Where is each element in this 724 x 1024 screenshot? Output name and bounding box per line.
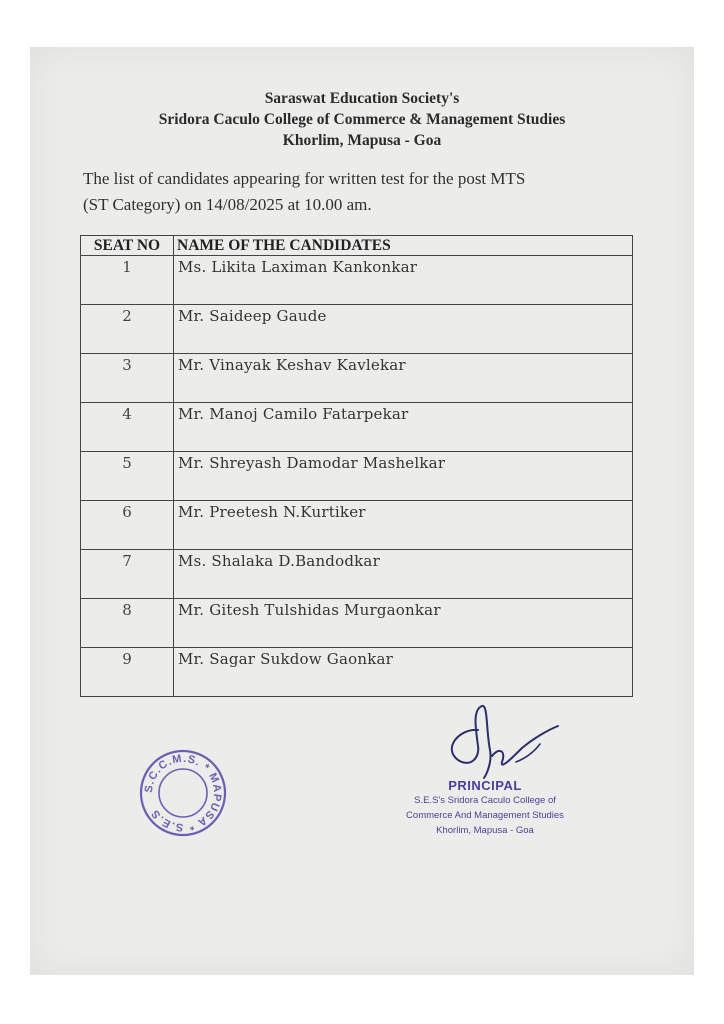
svg-text:S.C.C.M.S. * MAPUSA * S.E.S — [143, 753, 223, 834]
seat-no-header: SEAT NO — [81, 236, 174, 256]
society-name: Saraswat Education Society's — [264, 90, 460, 107]
candidate-name: Mr. Shreyash Damodar Mashelkar — [174, 452, 633, 501]
candidates-table — [80, 235, 633, 697]
college-location: Khorlim, Mapusa - Goa — [282, 132, 442, 149]
candidate-name: Mr. Sagar Sukdow Gaonkar — [174, 648, 633, 697]
seat-number: 3 — [81, 354, 174, 403]
seat-number: 2 — [81, 305, 174, 354]
candidate-name: Mr. Vinayak Keshav Kavlekar — [174, 354, 633, 403]
stamp-line-3: Khorlim, Mapusa - Goa — [436, 825, 534, 836]
candidate-name-header: NAME OF THE CANDIDATES — [174, 236, 633, 256]
candidate-name: Mr. Manoj Camilo Fatarpekar — [174, 403, 633, 452]
principal-title: PRINCIPAL — [448, 778, 522, 793]
intro-line-1: The list of candidates appearing for written test for the post MTS — [83, 169, 526, 188]
seat-number: 9 — [81, 648, 174, 697]
college-seal — [138, 748, 228, 838]
candidate-name: Ms. Shalaka D.Bandodkar — [174, 550, 633, 599]
letterhead — [0, 88, 724, 151]
seat-number: 7 — [81, 550, 174, 599]
college-name: Sridora Caculo College of Commerce & Management Studies — [158, 111, 566, 128]
candidate-name: Mr. Gitesh Tulshidas Murgaonkar — [174, 599, 633, 648]
table-row — [81, 599, 633, 648]
stamp-line-1: S.E.S's Sridora Caculo College of — [414, 795, 556, 806]
table-row — [81, 550, 633, 599]
seat-number: 8 — [81, 599, 174, 648]
table-row — [81, 501, 633, 550]
principal-stamp — [380, 778, 590, 838]
table-row — [81, 648, 633, 697]
table-row — [81, 305, 633, 354]
seat-number: 4 — [81, 403, 174, 452]
candidate-name: Mr. Preetesh N.Kurtiker — [174, 501, 633, 550]
table-row — [81, 403, 633, 452]
candidate-name: Mr. Saideep Gaude — [174, 305, 633, 354]
seal-text: S.C.C.M.S. * MAPUSA * S.E.S — [142, 752, 224, 834]
seat-number: 6 — [81, 501, 174, 550]
notice-intro — [83, 166, 643, 218]
stamp-line-2: Commerce And Management Studies — [406, 810, 564, 821]
seat-number: 5 — [81, 452, 174, 501]
table-row — [81, 452, 633, 501]
candidate-name: Ms. Likita Laximan Kankonkar — [174, 256, 633, 305]
table-header-row — [81, 236, 633, 256]
principal-signature — [430, 700, 570, 790]
table-row — [81, 256, 633, 305]
table-row — [81, 354, 633, 403]
seat-number: 1 — [81, 256, 174, 305]
intro-line-2: (ST Category) on 14/08/2025 at 10.00 am. — [83, 195, 372, 214]
